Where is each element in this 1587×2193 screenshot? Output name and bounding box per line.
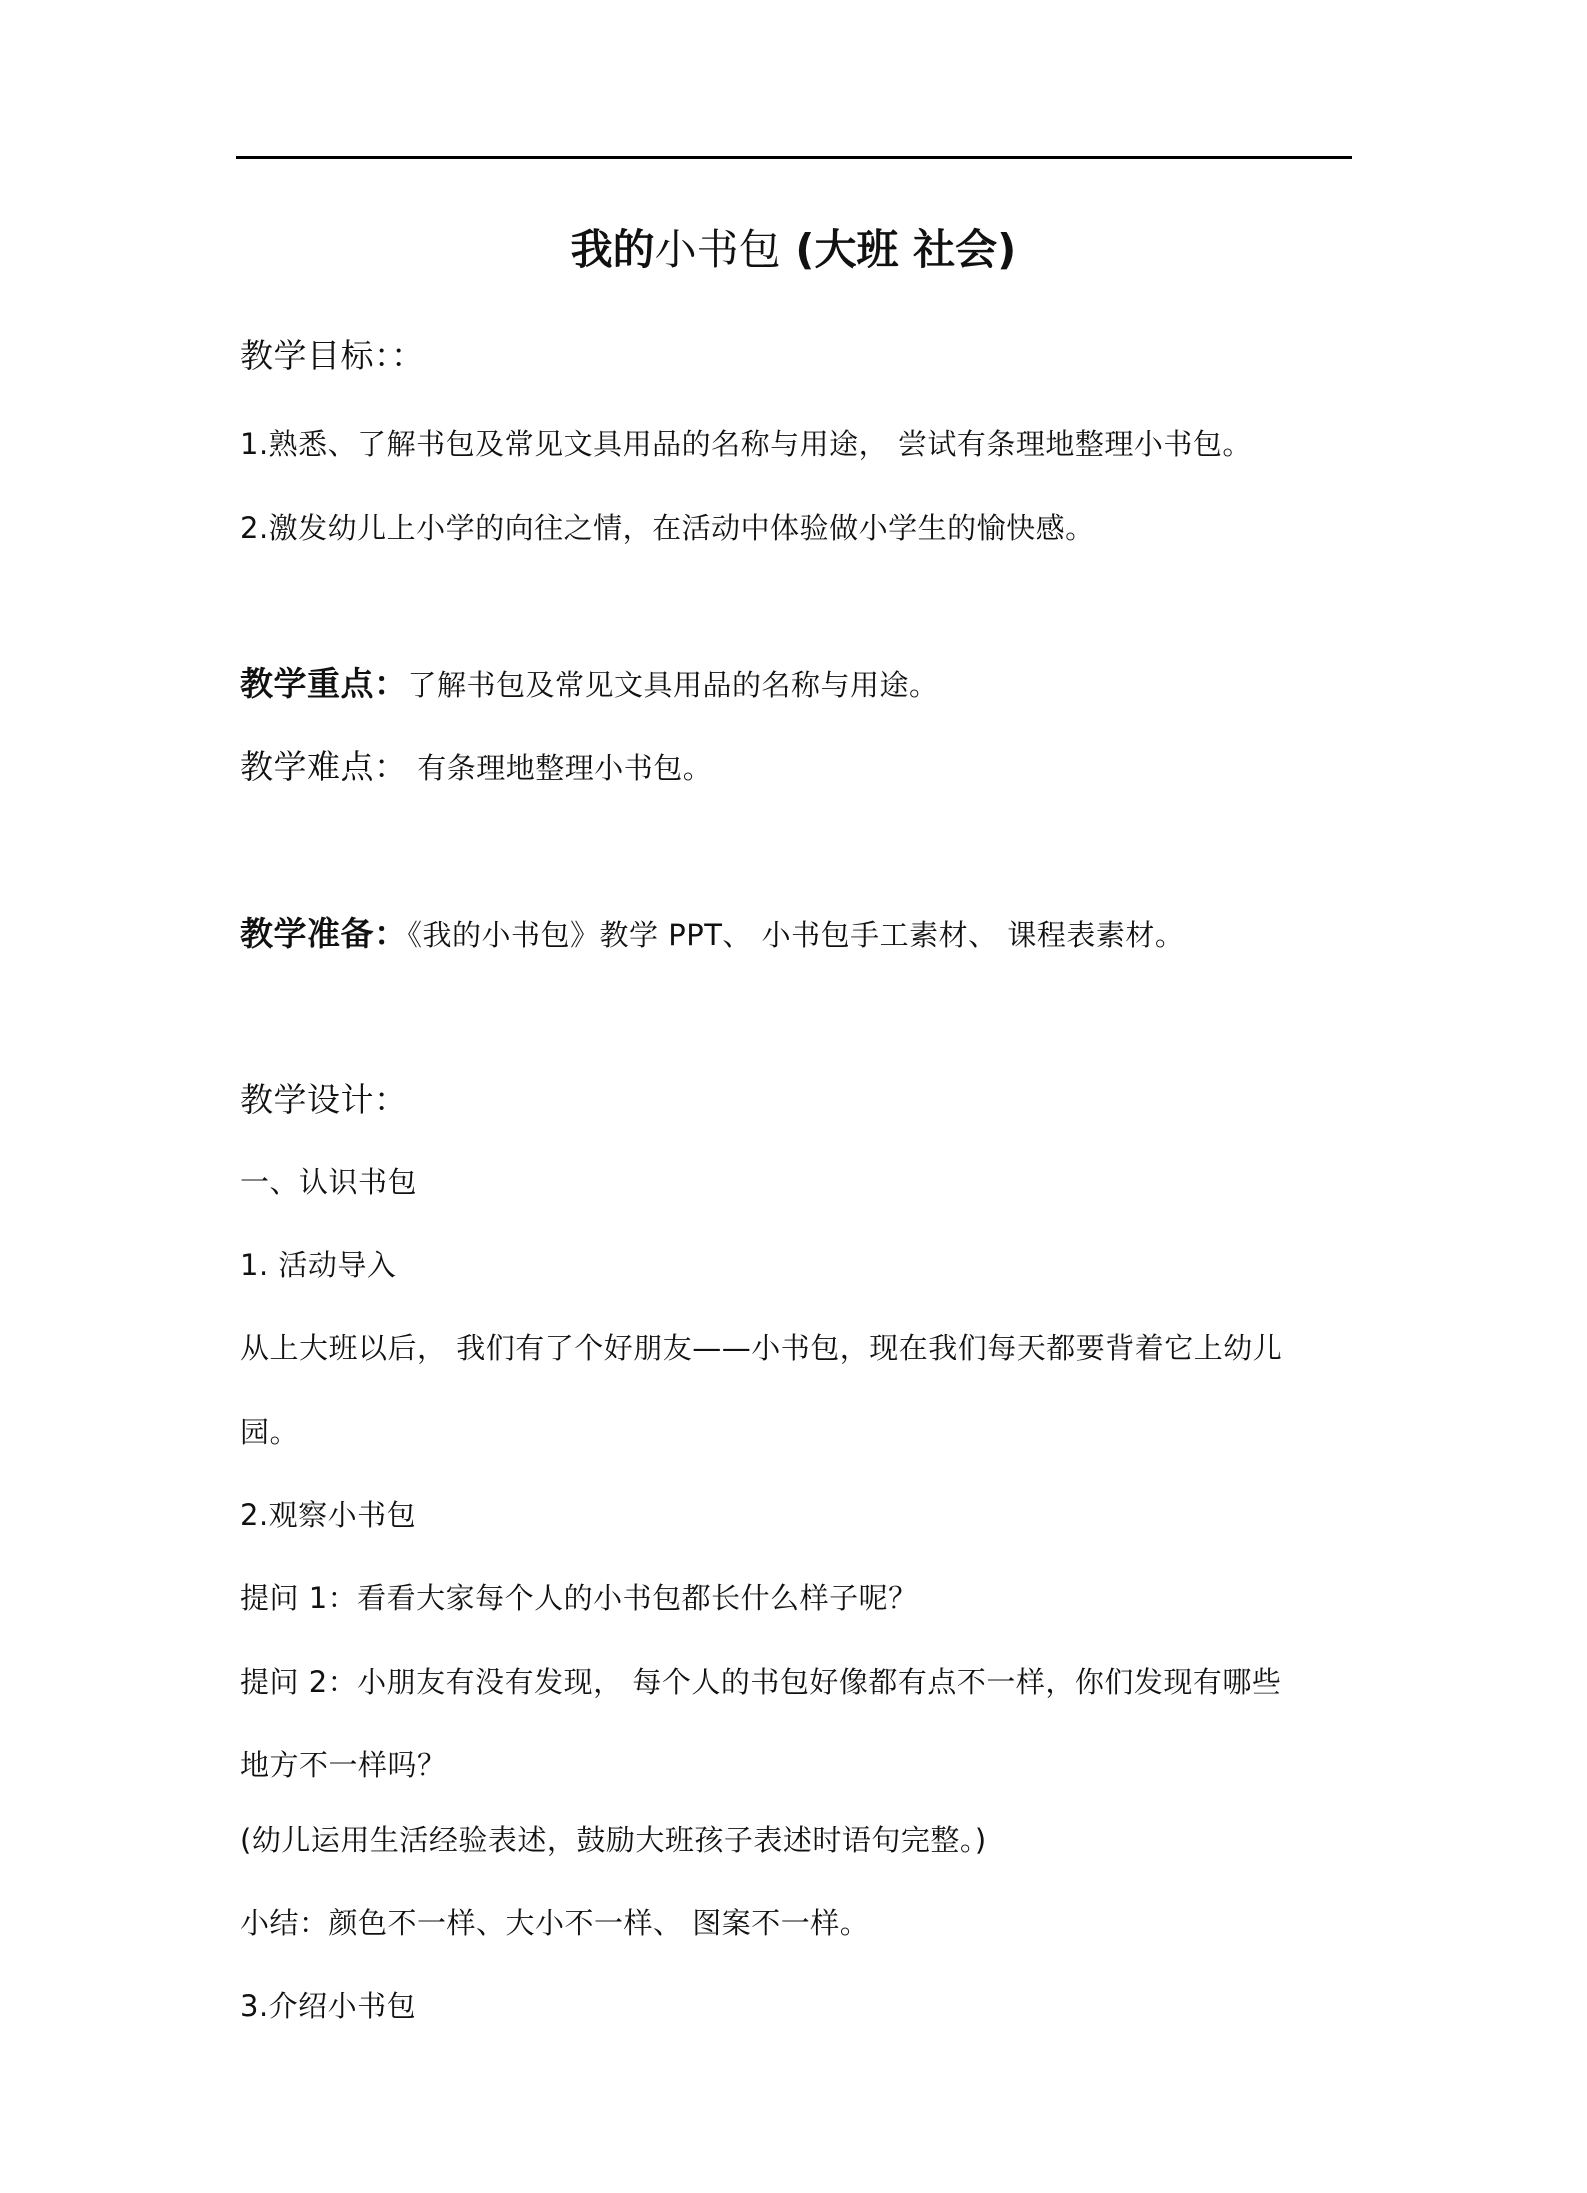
difficulty-text: 有条理地整理小书包。	[407, 751, 713, 785]
title-segment: (大班 社会)	[780, 225, 1017, 274]
step2-title: 2.观察小书包	[240, 1498, 417, 1532]
key-point	[240, 662, 939, 706]
objectives-heading: 教学目标：：	[240, 336, 425, 375]
title-segment: 我的	[570, 225, 655, 274]
header-rule	[236, 156, 1352, 159]
title-segment: 小书包	[654, 225, 781, 274]
preparation-label: 教学准备：	[240, 914, 408, 953]
step1-title: 1. 活动导入	[240, 1248, 397, 1282]
section1-title: 一、认识书包	[240, 1165, 418, 1199]
step3-title: 3.介绍小书包	[240, 1989, 417, 2023]
step2-note: (幼儿运用生活经验表述，鼓励大班孩子表述时语句完整。)	[240, 1823, 987, 1857]
step2-question-2-line1: 提问 2：小朋友有没有发现， 每个人的书包好像都有点不一样，你们发现有哪些	[240, 1665, 1282, 1699]
design-heading: 教学设计：	[240, 1080, 408, 1119]
page-title	[0, 222, 1587, 278]
step1-text-line2: 园。	[240, 1415, 300, 1449]
step1-text-line1: 从上大班以后， 我们有了个好朋友——小书包，现在我们每天都要背着它上幼儿	[240, 1331, 1283, 1365]
objective-item-1: 1.熟悉、了解书包及常见文具用品的名称与用途， 尝试有条理地整理小书包。	[240, 427, 1252, 461]
preparation-text: 《我的小书包》教学 PPT、 小书包手工素材、 课程表素材。	[407, 918, 1185, 952]
step2-question-2-line2: 地方不一样吗？	[240, 1748, 447, 1782]
difficulty	[240, 745, 712, 789]
key-point-label: 教学重点：	[240, 664, 408, 703]
key-point-text: 了解书包及常见文具用品的名称与用途。	[407, 668, 939, 702]
objective-item-2: 2.激发幼儿上小学的向往之情，在活动中体验做小学生的愉快感。	[240, 511, 1095, 545]
difficulty-label: 教学难点：	[240, 747, 408, 786]
step2-summary: 小结：颜色不一样、大小不一样、 图案不一样。	[240, 1906, 870, 1940]
step2-question-1: 提问 1：看看大家每个人的小书包都长什么样子呢？	[240, 1581, 918, 1615]
preparation	[240, 912, 1184, 956]
